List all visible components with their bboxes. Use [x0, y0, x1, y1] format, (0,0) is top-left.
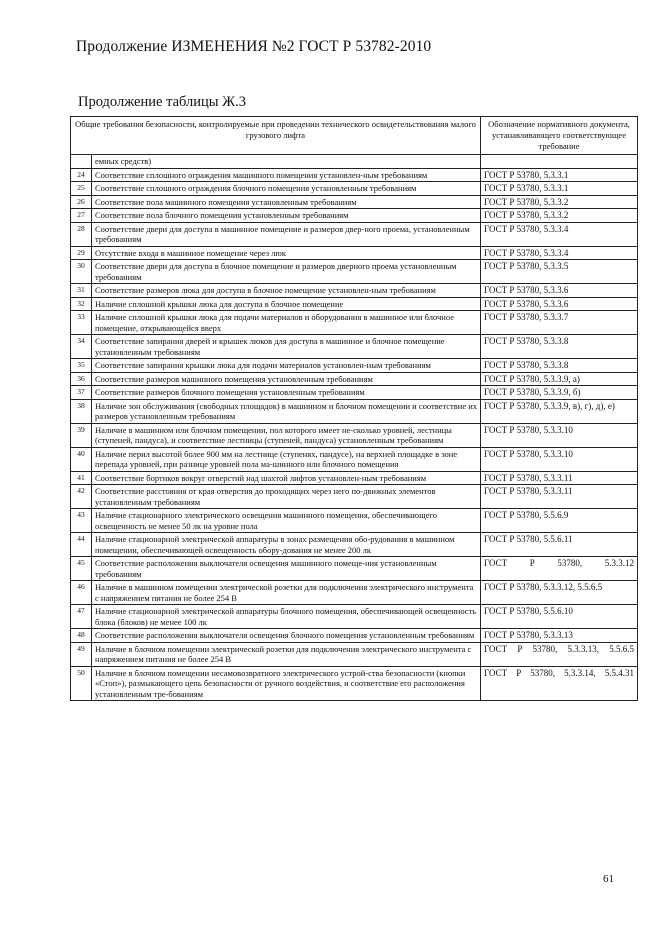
standard-reference: ГОСТ Р 53780, 5.3.3.1 — [481, 168, 638, 182]
standard-reference: ГОСТ Р 53780, 5.3.3.1 — [481, 182, 638, 196]
standard-reference: ГОСТ Р 53780, 5.3.3.8 — [481, 335, 638, 359]
requirement-text: Соответствие размеров люка для доступа в блочное помещение установлен-ным требованиям — [92, 284, 481, 298]
table-row — [71, 246, 638, 260]
standard-reference: ГОСТ Р 53780, 5.3.3.4 — [481, 222, 638, 246]
table-row — [71, 666, 638, 701]
row-number: 24 — [71, 168, 92, 182]
row-number: 43 — [71, 509, 92, 533]
standard-reference: ГОСТ Р 53780, 5.3.3.5 — [481, 260, 638, 284]
table-row — [71, 581, 638, 605]
standard-reference: ГОСТ Р 53780, 5.3.3.11 — [481, 485, 638, 509]
table-row — [71, 335, 638, 359]
requirement-text: Наличие в блочном помещении электрической розетки для подключения электрического инструмента с напряжением питания не более 254 В — [92, 642, 481, 666]
column-header-reference: Обозначение нормативного документа, устанавливающего соответствующее требование — [481, 117, 638, 155]
requirement-text: Соответствие расположения выключателя освещения машинного помеще-ния установленным требованиям — [92, 557, 481, 581]
standard-reference: ГОСТ Р 53780, 5.3.3.2 — [481, 195, 638, 209]
requirement-text: Наличие стационарной электрической аппаратуры блочного помещения, обеспечивающей освещенность блока (блоков) не менее 100 лк — [92, 605, 481, 629]
standard-reference: ГОСТ Р 53780, 5.5.6.10 — [481, 605, 638, 629]
row-number: 40 — [71, 447, 92, 471]
row-number: 48 — [71, 629, 92, 643]
row-number — [71, 155, 92, 169]
standard-reference: ГОСТ Р 53780, 5.3.3.2 — [481, 209, 638, 223]
standard-reference: ГОСТ Р 53780, 5.3.3.7 — [481, 311, 638, 335]
table-header-row — [71, 117, 638, 155]
row-number: 29 — [71, 246, 92, 260]
row-number: 44 — [71, 533, 92, 557]
requirement-text: Наличие в машинном помещении электрической розетки для подключения электрического инструмента с напряжением питания не более 254 В — [92, 581, 481, 605]
table-row — [71, 182, 638, 196]
requirement-text: Соответствие пола машинного помещения установленным требованиям — [92, 195, 481, 209]
table-row — [71, 642, 638, 666]
requirement-text: Соответствие расстояния от края отверстия до проходящих через него по-движных элементов установленным требованиям — [92, 485, 481, 509]
row-number: 28 — [71, 222, 92, 246]
table-row — [71, 260, 638, 284]
standard-reference: ГОСТ Р 53780, 5.3.3.14, 5.5.4.31 — [481, 666, 638, 701]
requirement-text: Наличие стационарного электрического освещения машинного помещения, обеспечивающего освещенность не менее 50 лк на уровне пола — [92, 509, 481, 533]
table-row — [71, 311, 638, 335]
table-row — [71, 372, 638, 386]
standard-reference: ГОСТ Р 53780, 5.3.3.8 — [481, 359, 638, 373]
table-row — [71, 155, 638, 169]
row-number: 26 — [71, 195, 92, 209]
table-row — [71, 485, 638, 509]
table-row — [71, 533, 638, 557]
row-number: 31 — [71, 284, 92, 298]
table-row — [71, 447, 638, 471]
requirement-text: Наличие перил высотой более 900 мм на лестнице (ступенях, пандусе), на верхней площадке в зоне перепада уровней, при разнице уровней пола ма-шинного или блочного помещения — [92, 447, 481, 471]
requirement-text: Соответствие размеров машинного помещения установленным требованиям — [92, 372, 481, 386]
standard-reference: ГОСТ Р 53780, 5.3.3.13 — [481, 629, 638, 643]
requirement-text: Соответствие сплошного ограждения машинного помещения установлен-ным требованиям — [92, 168, 481, 182]
requirement-text: Соответствие двери для доступа в блочное помещение и размеров дверного проема установленным требованиям — [92, 260, 481, 284]
table-row — [71, 359, 638, 373]
column-header-requirements: Общие требования безопасности, контролируемые при проведении технического освидетельствования малого грузового лифта — [71, 117, 481, 155]
row-number: 36 — [71, 372, 92, 386]
standard-reference: ГОСТ Р 53780, 5.5.6.9 — [481, 509, 638, 533]
standard-reference: ГОСТ Р 53780, 5.3.3.12, 5.5.6.5 — [481, 581, 638, 605]
requirement-text: Наличие зон обслуживания (свободных площадок) в машинном и блочном помещении и соответствие их размеров установленным требованиям — [92, 399, 481, 423]
requirement-text: Наличие в машинном или блочном помещении, пол которого имеет не-сколько уровней, лестницы (ступеней, пандуса), и соответствие лестницы (ступеней, пандуса) установленным требованиям — [92, 423, 481, 447]
row-number: 30 — [71, 260, 92, 284]
table-row — [71, 471, 638, 485]
requirement-text: Соответствие запирания крышки люка для подачи материалов установлен-ным требованиям — [92, 359, 481, 373]
standard-reference: ГОСТ Р 53780, 5.3.3.9, б) — [481, 386, 638, 400]
standard-reference: ГОСТ Р 53780, 5.3.3.6 — [481, 284, 638, 298]
table-row — [71, 168, 638, 182]
table-row — [71, 297, 638, 311]
table-row — [71, 629, 638, 643]
row-number: 50 — [71, 666, 92, 701]
row-number: 37 — [71, 386, 92, 400]
requirement-text: Соответствие бортиков вокруг отверстий над шахтой лифтов установлен-ным требованиям — [92, 471, 481, 485]
table-row — [71, 386, 638, 400]
standard-reference: ГОСТ Р 53780, 5.3.3.12 — [481, 557, 638, 581]
table-row — [71, 605, 638, 629]
row-number: 33 — [71, 311, 92, 335]
requirement-text: Соответствие размеров блочного помещения установленным требованиям — [92, 386, 481, 400]
row-number: 34 — [71, 335, 92, 359]
table-body — [71, 155, 638, 701]
table-row — [71, 509, 638, 533]
table-row — [71, 557, 638, 581]
standard-reference: ГОСТ Р 53780, 5.3.3.6 — [481, 297, 638, 311]
row-number: 41 — [71, 471, 92, 485]
requirement-text: Наличие сплошной крышки люка для доступа в блочное помещение — [92, 297, 481, 311]
row-number: 32 — [71, 297, 92, 311]
standard-reference: ГОСТ Р 53780, 5.3.3.9, а) — [481, 372, 638, 386]
document-header: Продолжение ИЗМЕНЕНИЯ №2 ГОСТ Р 53782-2010 — [76, 38, 432, 55]
table-row — [71, 423, 638, 447]
standard-reference: ГОСТ Р 53780, 5.3.3.13, 5.5.6.5 — [481, 642, 638, 666]
requirement-text: Наличие в блочном помещении несамовозвратного электрического устрой-ства безопасности (кнопки «Стоп»), размыкающего цепь безопасности от ручного воздействия, и соответствие его расположения установленным тре-бованиям — [92, 666, 481, 701]
requirement-text: Отсутствие входа в машинное помещение через люк — [92, 246, 481, 260]
row-number: 49 — [71, 642, 92, 666]
standard-reference: ГОСТ Р 53780, 5.3.3.10 — [481, 423, 638, 447]
table-row — [71, 209, 638, 223]
requirement-text: Соответствие пола блочного помещения установленным требованиям — [92, 209, 481, 223]
requirement-text: Соответствие двери для доступа в машинное помещение и размеров двер-ного проема, установленным требованиям — [92, 222, 481, 246]
table-row — [71, 399, 638, 423]
table-row — [71, 195, 638, 209]
standard-reference: ГОСТ Р 53780, 5.3.3.4 — [481, 246, 638, 260]
row-number: 27 — [71, 209, 92, 223]
row-number: 35 — [71, 359, 92, 373]
row-number: 25 — [71, 182, 92, 196]
requirement-text: Наличие сплошной крышки люка для подачи материалов и оборудования в машинное или блочное помещение, открывающейся вверх — [92, 311, 481, 335]
table-caption: Продолжение таблицы Ж.3 — [78, 94, 247, 110]
requirement-text: Соответствие расположения выключателя освещения блочного помещения установленным требованиям — [92, 629, 481, 643]
table-row — [71, 222, 638, 246]
row-number: 42 — [71, 485, 92, 509]
table-row — [71, 284, 638, 298]
requirement-text: Наличие стационарной электрической аппаратуры в зонах размещения обо-рудования в машинном помещении, обеспечивающей освещенность обору-дования не менее 200 лк — [92, 533, 481, 557]
requirement-text: Соответствие запирания дверей и крышек люков для доступа в машинное и блочное помещение установленным требованиям — [92, 335, 481, 359]
standard-reference — [481, 155, 638, 169]
standard-reference: ГОСТ Р 53780, 5.3.3.11 — [481, 471, 638, 485]
requirements-table — [70, 116, 638, 701]
row-number: 45 — [71, 557, 92, 581]
requirement-text: Соответствие сплошного ограждения блочного помещения установленным требованиям — [92, 182, 481, 196]
standard-reference: ГОСТ Р 53780, 5.3.3.9, в), г), д), е) — [481, 399, 638, 423]
row-number: 39 — [71, 423, 92, 447]
row-number: 47 — [71, 605, 92, 629]
page-number: 61 — [603, 873, 614, 885]
standard-reference: ГОСТ Р 53780, 5.5.6.11 — [481, 533, 638, 557]
standard-reference: ГОСТ Р 53780, 5.3.3.10 — [481, 447, 638, 471]
row-number: 46 — [71, 581, 92, 605]
requirement-text: емных средств) — [92, 155, 481, 169]
row-number: 38 — [71, 399, 92, 423]
